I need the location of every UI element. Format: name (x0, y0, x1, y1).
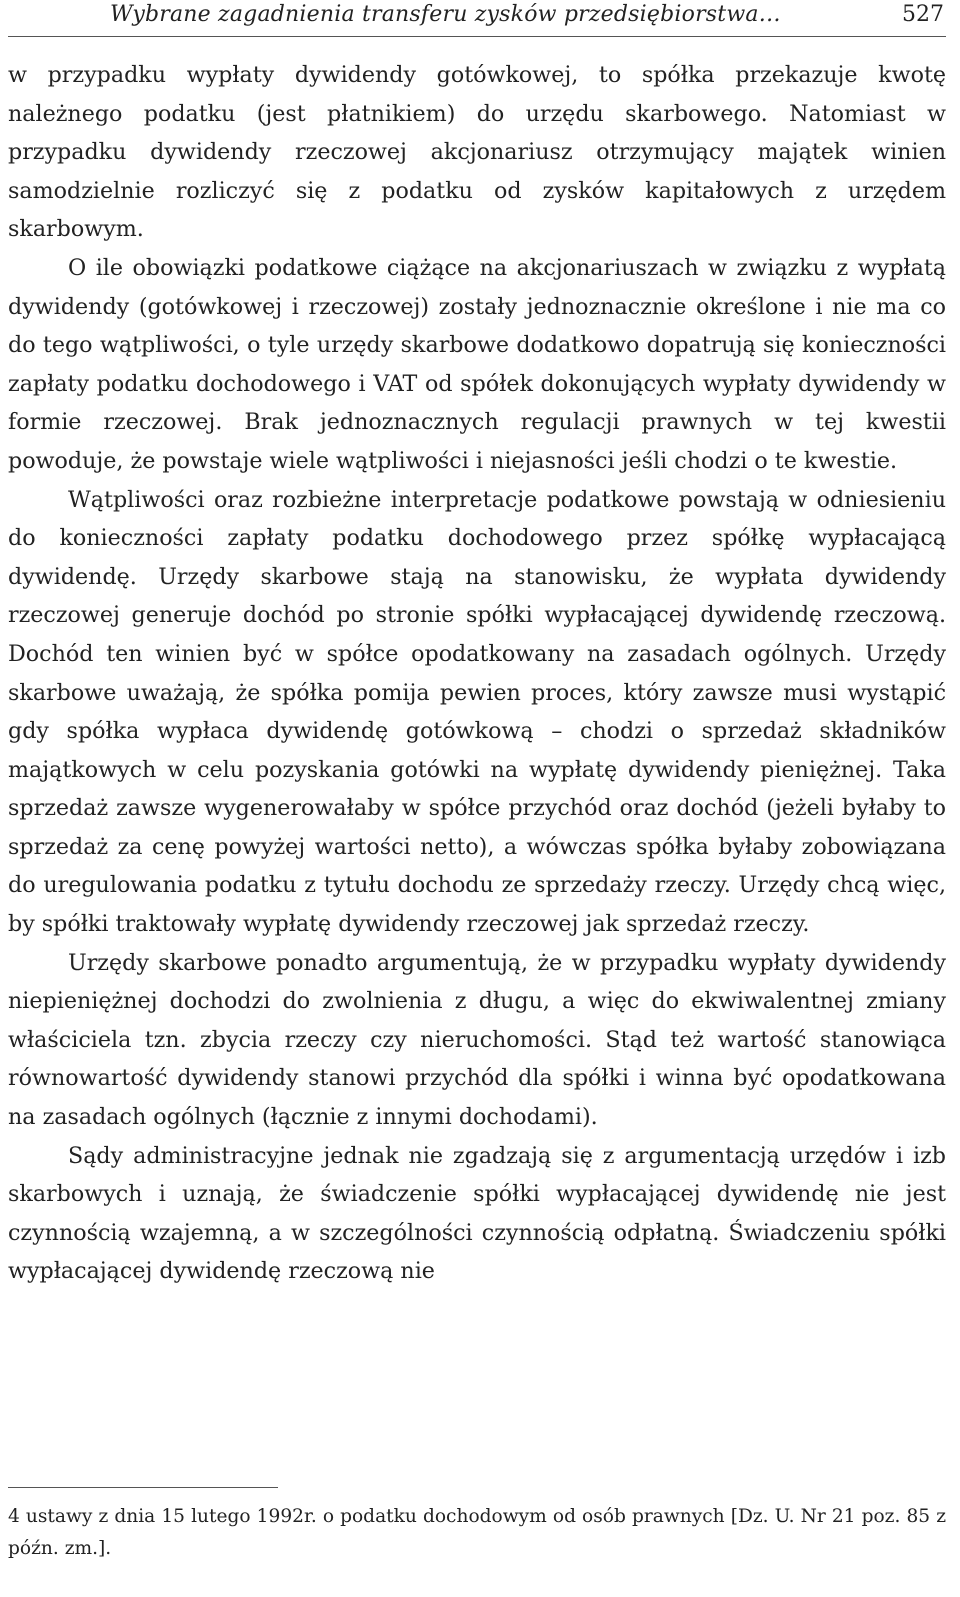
paragraph-5: Sądy administracyjne jednak nie zgadzają się z argumentacją urzędów i izb skarbowych i uznają, że świadczenie spółki wypłacającej dywidendę nie jest czynnością wzajemną, a w szczególności czynnością odpłatną. Świadczeniu spółki wypłacającej dywidendę rzeczową nie (8, 1142, 946, 1285)
paragraph-2: O ile obowiązki podatkowe ciążące na akcjonariuszach w związku z wypłatą dywidendy (gotówkowej i rzeczowej) zostały jednoznacznie określone i nie ma co do tego wątpliwości, o tyle urzędy skarbowe dodatkowo dopatrują się konieczności zapłaty podatku dochodowego i VAT od spółek dokonujących wypłaty dywidendy w formie rzeczowej. Brak jednoznacznych regulacji prawnych w tej kwestii powoduje, że powstaje wiele wątpliwości i niejasności jeśli chodzi o te kwestie. (8, 254, 946, 474)
body-text (8, 56, 946, 1291)
running-header (8, 0, 946, 37)
running-header-title: Wybrane zagadnienia transferu zysków przedsiębiorstwa… (110, 2, 781, 27)
paragraph-1: w przypadku wypłaty dywidendy gotówkowej, to spółka przekazuje kwotę należnego podatku (jest płatnikiem) do urzędu skarbowego. Natomiast w przypadku dywidendy rzeczowej akcjonariusz otrzymujący majątek winien samodzielnie rozliczyć się z podatku od zysków kapitałowych z urzędem skarbowym. (8, 62, 946, 243)
footnote: 4 ustawy z dnia 15 lutego 1992r. o podatku dochodowym od osób prawnych [Dz. U. Nr 21 poz. 85 z późn. zm.]. (8, 1506, 946, 1559)
paragraph-3: Wątpliwości oraz rozbieżne interpretacje podatkowe powstają w odniesieniu do konieczności zapłaty podatku dochodowego przez spółkę wypłacającą dywidendę. Urzędy skarbowe stają na stanowisku, że wypłata dywidendy rzeczowej generuje dochód po stronie spółki wypłacającej dywidendę rzeczową. Dochód ten winien być w spółce opodatkowany na zasadach ogólnych. Urzędy skarbowe uważają, że spółka pomija pewien proces, który zawsze musi wystąpić gdy spółka wypłaca dywidendę gotówkową – chodzi o sprzedaż składników majątkowych w celu pozyskania gotówki na wypłatę dywidendy pieniężnej. Taka sprzedaż zawsze wygenerowałaby w spółce przychód oraz dochód (jeżeli byłaby to sprzedaż za cenę powyżej wartości netto), a wówczas spółka byłaby zobowiązana do uregulowania podatku z tytułu dochodu ze sprzedaży rzeczy. Urzędy chcą więc, by spółki traktowały wypłatę dywidendy rzeczowej jak sprzedaż rzeczy. (8, 486, 946, 938)
page-number: 527 (902, 2, 944, 27)
paragraph-4: Urzędy skarbowe ponadto argumentują, że w przypadku wypłaty dywidendy niepieniężnej dochodzi do zwolnienia z długu, a więc do ekwiwalentnej zmiany właściciela tzn. zbycia rzeczy czy nieruchomości. Stąd też wartość stanowiąca równowartość dywidendy stanowi przychód dla spółki i winna być opodatkowana na zasadach ogólnych (łącznie z innymi dochodami). (8, 949, 946, 1131)
footnote-separator (8, 1487, 278, 1488)
